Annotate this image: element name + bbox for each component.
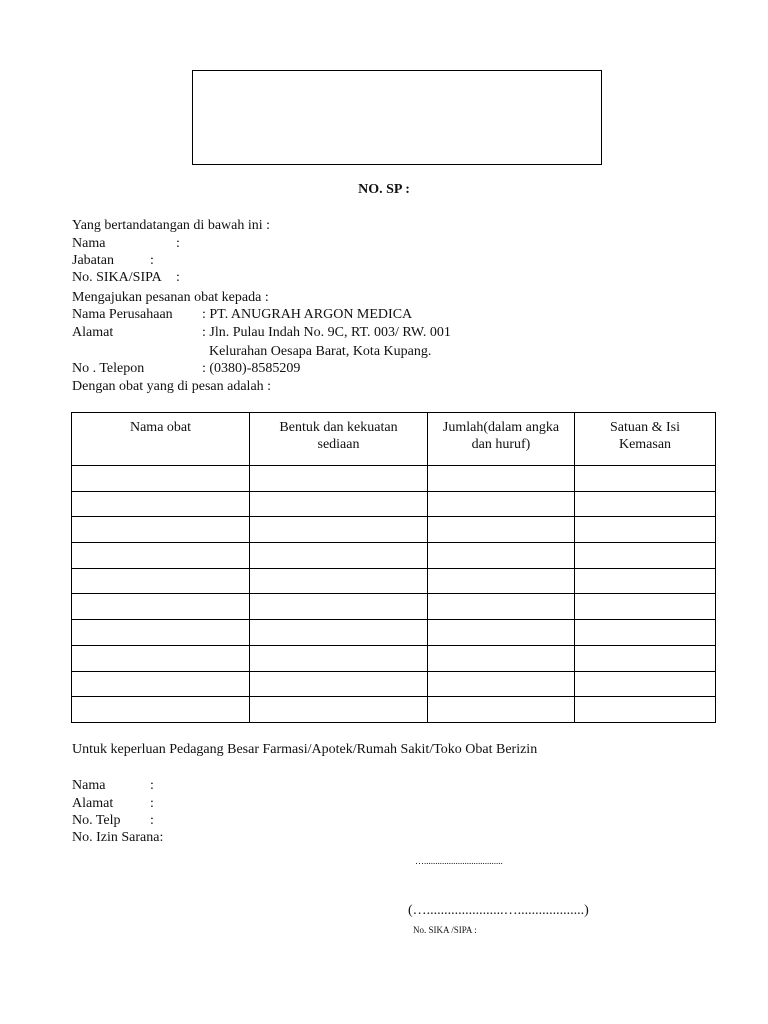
buyer-license-label: No. Izin Sarana: <box>72 830 164 845</box>
column-header-unit-package: Satuan & Isi Kemasan <box>575 413 716 466</box>
table-cell[interactable] <box>575 466 716 492</box>
table-cell[interactable] <box>250 568 428 594</box>
table-cell[interactable] <box>72 594 250 620</box>
table-row <box>72 491 716 517</box>
buyer-address-label: Alamat <box>72 796 114 811</box>
column-header-drug-name: Nama obat <box>72 413 250 466</box>
table-cell[interactable] <box>72 491 250 517</box>
table-cell[interactable] <box>428 568 575 594</box>
buyer-name-colon: : <box>150 778 154 793</box>
phone-label: No . Telepon <box>72 361 145 376</box>
table-row <box>72 645 716 671</box>
table-cell[interactable] <box>428 671 575 697</box>
table-header-row <box>72 413 716 466</box>
table-cell[interactable] <box>428 491 575 517</box>
table-cell[interactable] <box>72 645 250 671</box>
table-cell[interactable] <box>72 620 250 646</box>
signatory-name-label: Nama <box>72 236 106 251</box>
table-cell[interactable] <box>575 620 716 646</box>
table-cell[interactable] <box>250 594 428 620</box>
table-row <box>72 697 716 723</box>
table-cell[interactable] <box>428 620 575 646</box>
table-row <box>72 594 716 620</box>
table-cell[interactable] <box>250 543 428 569</box>
table-row <box>72 620 716 646</box>
company-label: Nama Perusahaan <box>72 307 173 322</box>
table-cell[interactable] <box>250 645 428 671</box>
table-cell[interactable] <box>250 671 428 697</box>
column-header-dosage-form: Bentuk dan kekuatan sediaan <box>250 413 428 466</box>
buyer-address-colon: : <box>150 796 154 811</box>
table-cell[interactable] <box>575 671 716 697</box>
table-cell[interactable] <box>575 517 716 543</box>
table-row <box>72 466 716 492</box>
table-cell[interactable] <box>575 568 716 594</box>
table-cell[interactable] <box>72 671 250 697</box>
buyer-phone-label: No. Telp <box>72 813 121 828</box>
table-row <box>72 568 716 594</box>
table-cell[interactable] <box>428 594 575 620</box>
table-cell[interactable] <box>72 543 250 569</box>
table-cell[interactable] <box>72 517 250 543</box>
table-row <box>72 517 716 543</box>
table-cell[interactable] <box>428 697 575 723</box>
signatory-position-label: Jabatan <box>72 253 114 268</box>
address-label: Alamat <box>72 325 114 340</box>
table-cell[interactable] <box>428 645 575 671</box>
signatory-license-label: No. SIKA/SIPA <box>72 270 162 285</box>
buyer-name-label: Nama <box>72 778 106 793</box>
buyer-phone-colon: : <box>150 813 154 828</box>
order-number-title: NO. SP : <box>358 182 410 197</box>
table-cell[interactable] <box>575 543 716 569</box>
table-row <box>72 543 716 569</box>
table-cell[interactable] <box>428 466 575 492</box>
purpose-statement: Untuk keperluan Pedagang Besar Farmasi/Apotek/Rumah Sakit/Toko Obat Berizin <box>72 742 538 757</box>
signatory-license-colon: : <box>176 270 180 285</box>
table-cell[interactable] <box>250 466 428 492</box>
table-cell[interactable] <box>575 594 716 620</box>
table-cell[interactable] <box>575 645 716 671</box>
order-table <box>71 412 716 723</box>
signature-date-line: …................................... <box>415 856 503 866</box>
table-cell[interactable] <box>72 568 250 594</box>
table-row <box>72 671 716 697</box>
order-intro: Dengan obat yang di pesan adalah : <box>72 379 272 394</box>
address-line-2: Kelurahan Oesapa Barat, Kota Kupang. <box>209 344 432 359</box>
table-cell[interactable] <box>72 466 250 492</box>
signatory-name-colon: : <box>176 236 180 251</box>
table-cell[interactable] <box>72 697 250 723</box>
table-cell[interactable] <box>250 517 428 543</box>
table-cell[interactable] <box>428 543 575 569</box>
company-value: : PT. ANUGRAH ARGON MEDICA <box>202 307 413 322</box>
address-line-1: : Jln. Pulau Indah No. 9C, RT. 003/ RW. 001 <box>202 325 451 340</box>
table-cell[interactable] <box>250 491 428 517</box>
phone-value: : (0380)-8585209 <box>202 361 301 376</box>
table-cell[interactable] <box>250 620 428 646</box>
signature-name-line: (…......................…...................) <box>408 903 589 918</box>
column-header-quantity: Jumlah(dalam angka dan huruf) <box>428 413 575 466</box>
letterhead-box <box>192 70 602 165</box>
table-cell[interactable] <box>428 517 575 543</box>
signatory-intro: Yang bertandatangan di bawah ini : <box>72 218 271 233</box>
signatory-position-colon: : <box>150 253 154 268</box>
signature-license-label: No. SIKA /SIPA : <box>413 925 477 935</box>
table-cell[interactable] <box>575 491 716 517</box>
table-cell[interactable] <box>575 697 716 723</box>
table-cell[interactable] <box>250 697 428 723</box>
supplier-intro: Mengajukan pesanan obat kepada : <box>72 290 269 305</box>
